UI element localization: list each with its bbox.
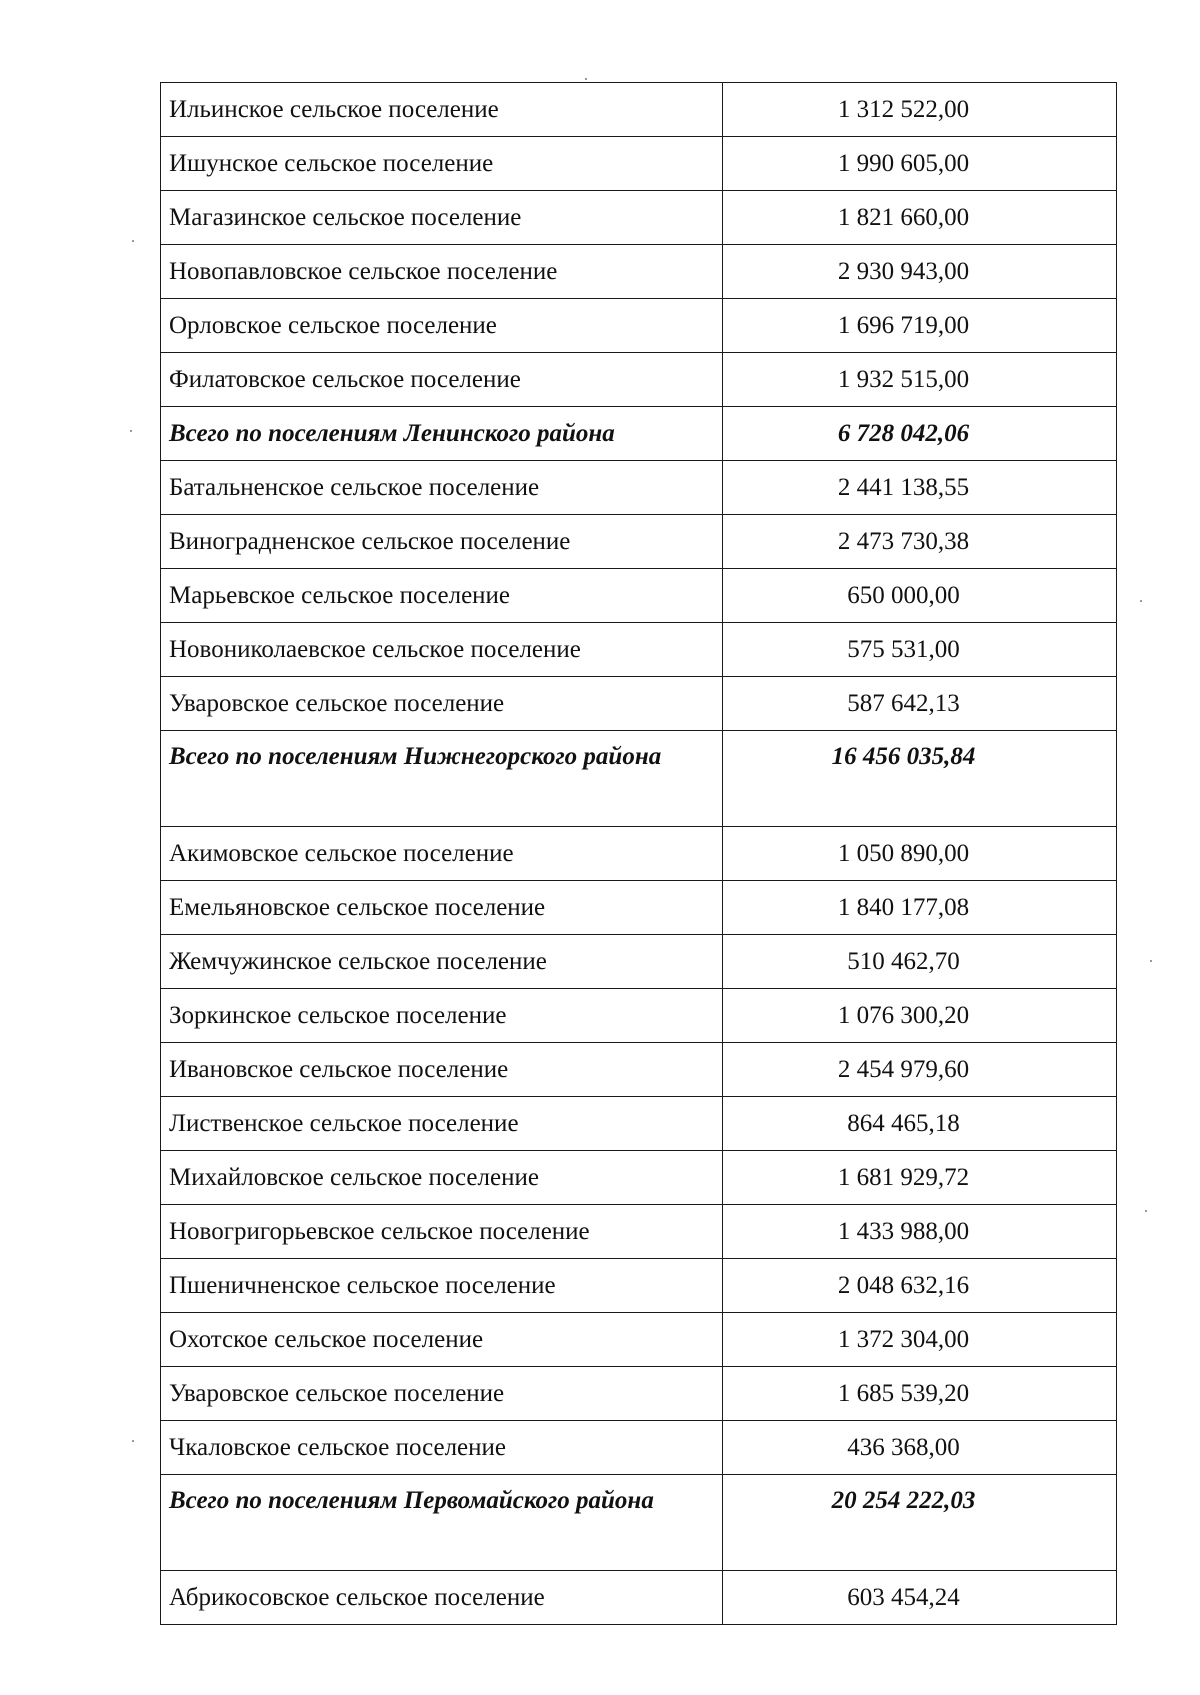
amount-cell: 603 454,24	[723, 1571, 1117, 1625]
amount-cell: 1 840 177,08	[723, 881, 1117, 935]
settlement-name-cell: Пшеничненское сельское поселение	[161, 1259, 723, 1313]
amount-cell: 587 642,13	[723, 677, 1117, 731]
table-row	[161, 1151, 1117, 1205]
amount-cell: 575 531,00	[723, 623, 1117, 677]
amount-cell: 1 696 719,00	[723, 299, 1117, 353]
district-total-row	[161, 1475, 1117, 1571]
settlement-name-cell: Уваровское сельское поселение	[161, 677, 723, 731]
district-total-label: Всего по поселениям Первомайского района	[161, 1475, 723, 1571]
settlement-name-cell: Новониколаевское сельское поселение	[161, 623, 723, 677]
settlement-name-cell: Уваровское сельское поселение	[161, 1367, 723, 1421]
amount-cell: 1 372 304,00	[723, 1313, 1117, 1367]
table-row	[161, 299, 1117, 353]
settlement-name-cell: Емельяновское сельское поселение	[161, 881, 723, 935]
scan-speck	[1145, 1210, 1147, 1212]
table-row	[161, 1043, 1117, 1097]
amount-cell: 1 312 522,00	[723, 83, 1117, 137]
amount-cell: 1 990 605,00	[723, 137, 1117, 191]
scan-speck	[130, 430, 132, 432]
table-row	[161, 1097, 1117, 1151]
amount-cell: 510 462,70	[723, 935, 1117, 989]
scan-speck	[585, 78, 587, 80]
table-row	[161, 1205, 1117, 1259]
settlement-name-cell: Ивановское сельское поселение	[161, 1043, 723, 1097]
settlement-name-cell: Охотское сельское поселение	[161, 1313, 723, 1367]
table-row	[161, 623, 1117, 677]
amount-cell: 2 930 943,00	[723, 245, 1117, 299]
table-row	[161, 569, 1117, 623]
amount-cell: 1 050 890,00	[723, 827, 1117, 881]
settlement-name-cell: Михайловское сельское поселение	[161, 1151, 723, 1205]
amount-cell: 864 465,18	[723, 1097, 1117, 1151]
table-row	[161, 935, 1117, 989]
amount-cell: 1 681 929,72	[723, 1151, 1117, 1205]
table-row	[161, 827, 1117, 881]
table-row	[161, 353, 1117, 407]
settlement-name-cell: Ильинское сельское поселение	[161, 83, 723, 137]
settlement-name-cell: Батальненское сельское поселение	[161, 461, 723, 515]
settlement-name-cell: Лиственское сельское поселение	[161, 1097, 723, 1151]
district-total-amount: 6 728 042,06	[723, 407, 1117, 461]
settlement-budget-table	[160, 82, 1117, 1625]
scan-speck	[132, 1440, 134, 1442]
amount-cell: 2 048 632,16	[723, 1259, 1117, 1313]
district-total-amount: 16 456 035,84	[723, 731, 1117, 827]
district-total-label: Всего по поселениям Ленинского района	[161, 407, 723, 461]
settlement-name-cell: Марьевское сельское поселение	[161, 569, 723, 623]
table-row	[161, 461, 1117, 515]
table-row	[161, 1571, 1117, 1625]
amount-cell: 1 932 515,00	[723, 353, 1117, 407]
amount-cell: 436 368,00	[723, 1421, 1117, 1475]
settlement-name-cell: Чкаловское сельское поселение	[161, 1421, 723, 1475]
district-total-label: Всего по поселениям Нижнегорского района	[161, 731, 723, 827]
table-row	[161, 245, 1117, 299]
settlement-name-cell: Жемчужинское сельское поселение	[161, 935, 723, 989]
amount-cell: 2 473 730,38	[723, 515, 1117, 569]
table-row	[161, 515, 1117, 569]
table-body	[161, 83, 1117, 1625]
amount-cell: 2 441 138,55	[723, 461, 1117, 515]
settlement-name-cell: Орловское сельское поселение	[161, 299, 723, 353]
amount-cell: 2 454 979,60	[723, 1043, 1117, 1097]
amount-cell: 1 821 660,00	[723, 191, 1117, 245]
amount-cell: 1 685 539,20	[723, 1367, 1117, 1421]
settlement-name-cell: Магазинское сельское поселение	[161, 191, 723, 245]
scan-speck	[132, 240, 134, 242]
table-row	[161, 191, 1117, 245]
settlement-name-cell: Акимовское сельское поселение	[161, 827, 723, 881]
table-row	[161, 677, 1117, 731]
settlement-name-cell: Новопавловское сельское поселение	[161, 245, 723, 299]
scan-speck	[1140, 600, 1142, 602]
settlement-name-cell: Виноградненское сельское поселение	[161, 515, 723, 569]
table-row	[161, 83, 1117, 137]
table-row	[161, 1421, 1117, 1475]
scan-speck	[1150, 960, 1152, 962]
table-row	[161, 989, 1117, 1043]
table-row	[161, 137, 1117, 191]
district-total-row	[161, 407, 1117, 461]
amount-cell: 650 000,00	[723, 569, 1117, 623]
table-row	[161, 881, 1117, 935]
district-total-row	[161, 731, 1117, 827]
district-total-amount: 20 254 222,03	[723, 1475, 1117, 1571]
settlement-name-cell: Ишунское сельское поселение	[161, 137, 723, 191]
settlement-name-cell: Филатовское сельское поселение	[161, 353, 723, 407]
settlement-name-cell: Зоркинское сельское поселение	[161, 989, 723, 1043]
settlement-name-cell: Новогригорьевское сельское поселение	[161, 1205, 723, 1259]
table-row	[161, 1313, 1117, 1367]
settlement-name-cell: Абрикосовское сельское поселение	[161, 1571, 723, 1625]
amount-cell: 1 076 300,20	[723, 989, 1117, 1043]
amount-cell: 1 433 988,00	[723, 1205, 1117, 1259]
table-row	[161, 1367, 1117, 1421]
table-row	[161, 1259, 1117, 1313]
